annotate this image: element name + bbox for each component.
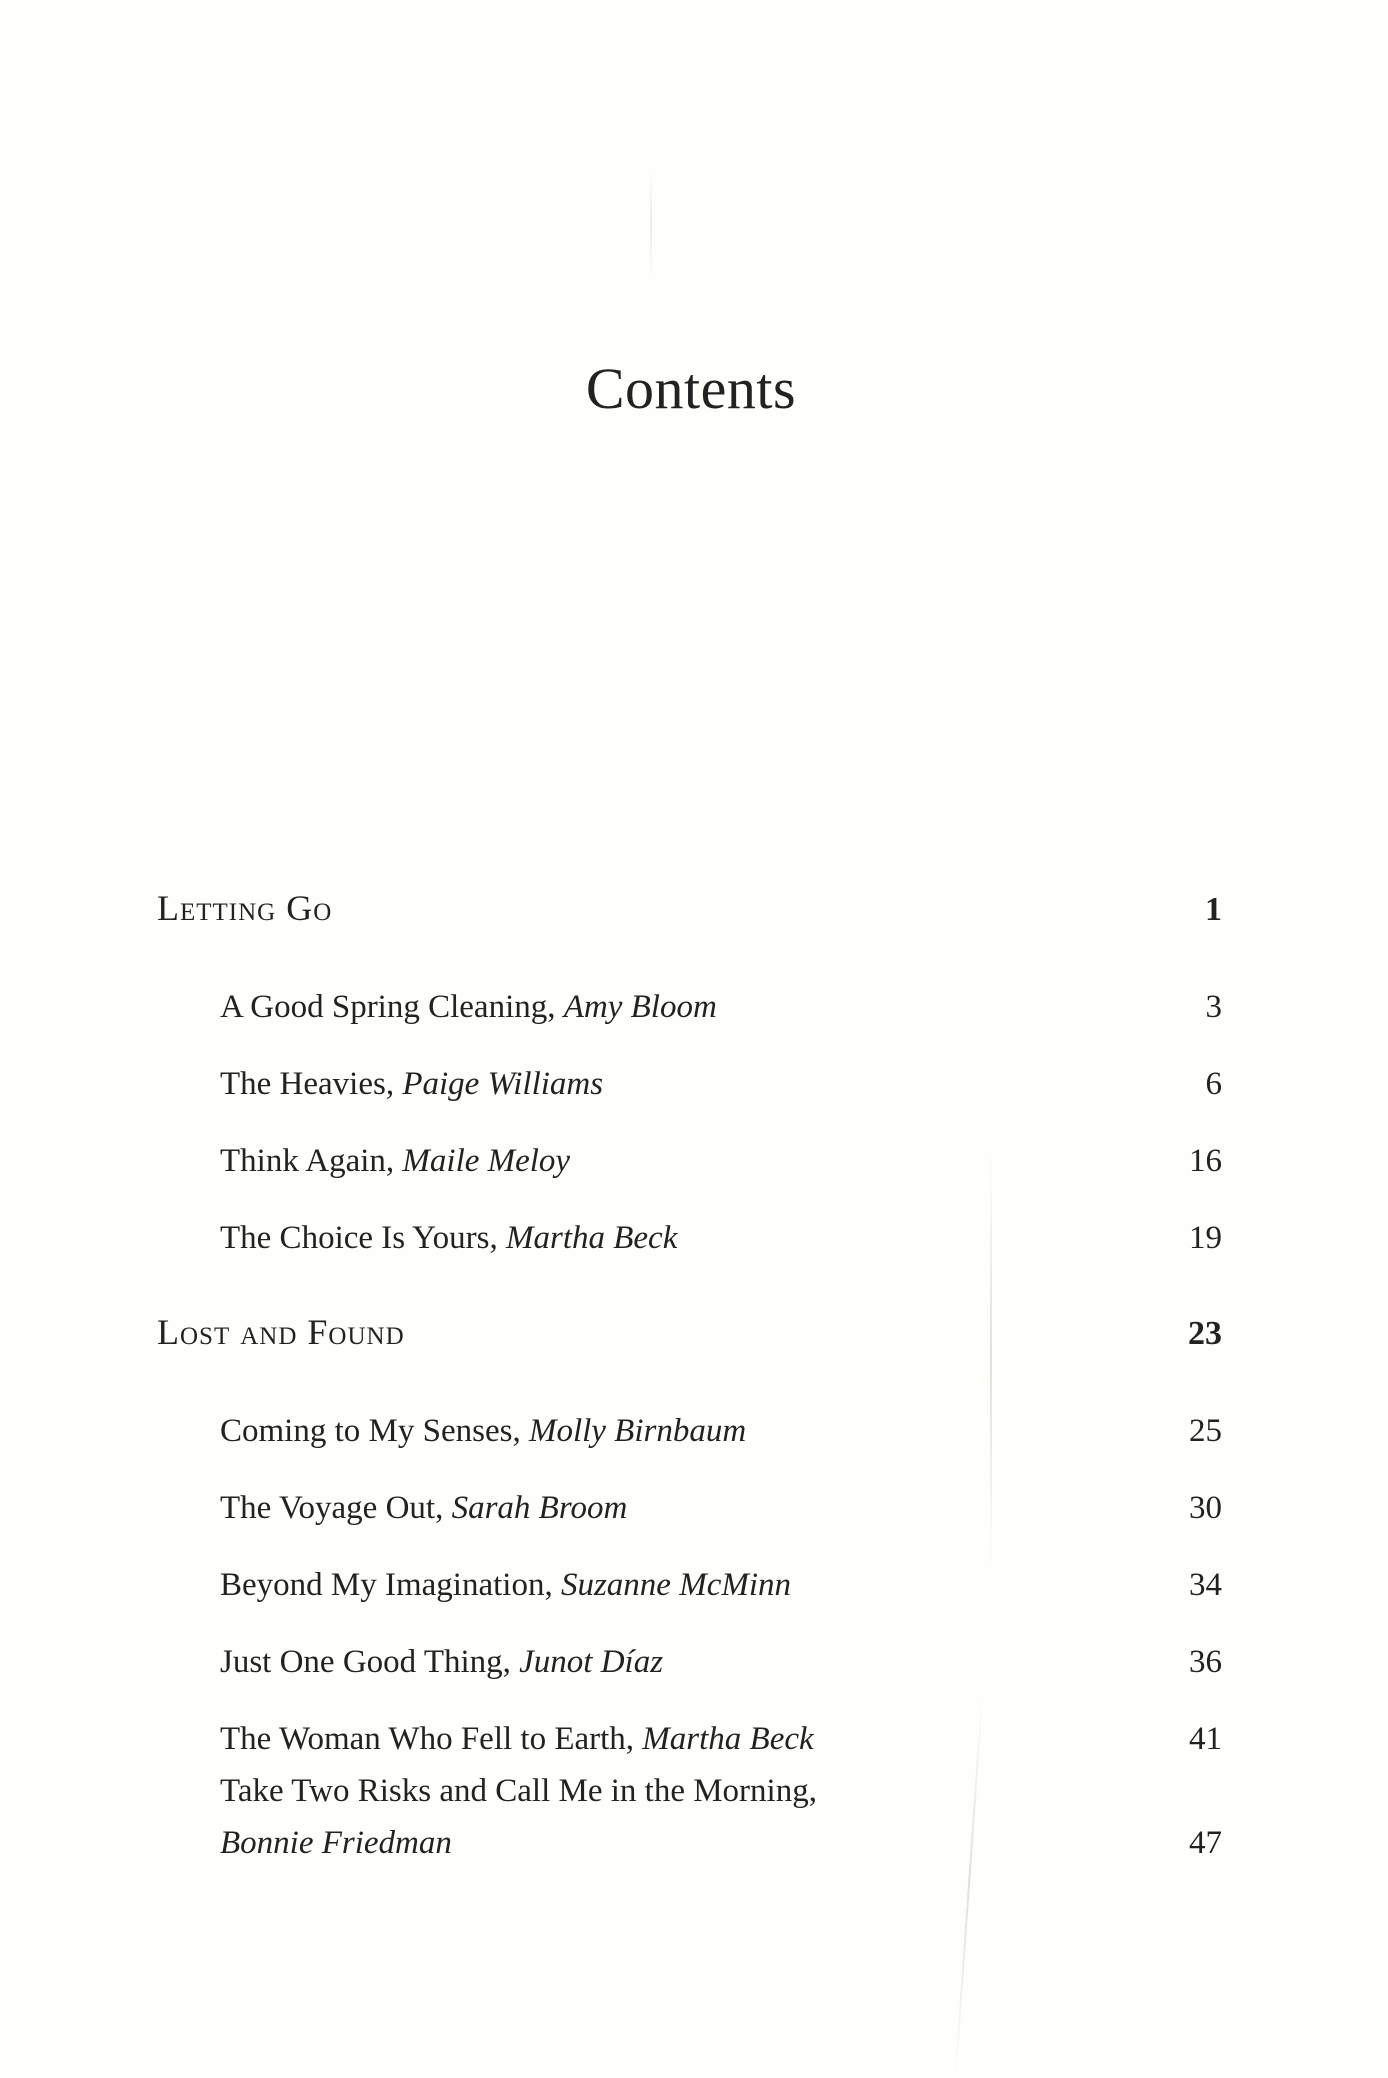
entry-title: Beyond My Imagination, <box>220 1567 553 1603</box>
entry-page-number: 47 <box>1189 1825 1222 1861</box>
section-page-number: 23 <box>1188 1315 1222 1352</box>
entry-text <box>220 1135 570 1187</box>
entry-author: Martha Beck <box>506 1220 678 1256</box>
entry-page-number: 25 <box>1189 1413 1222 1449</box>
entry-page-number: 19 <box>1189 1220 1222 1256</box>
entry-text <box>220 1765 817 1869</box>
entry-title: Just One Good Thing, <box>220 1644 511 1680</box>
entry-author: Martha Beck <box>642 1721 814 1757</box>
entry-author: Sarah Broom <box>451 1490 628 1526</box>
entry-author: Maile Meloy <box>402 1143 571 1179</box>
entry-text <box>220 1636 663 1688</box>
entry-text <box>220 1405 746 1457</box>
entry-title: A Good Spring Cleaning, <box>220 989 556 1025</box>
toc-entry[interactable] <box>157 1033 1222 1110</box>
toc-entry[interactable] <box>157 1534 1222 1611</box>
entry-title: The Heavies, <box>220 1066 395 1102</box>
toc-entry[interactable] <box>157 1110 1222 1187</box>
toc-entry[interactable] <box>157 1611 1222 1688</box>
page-title <box>0 355 1388 422</box>
toc-entry[interactable] <box>157 1765 1222 1869</box>
toc-entry[interactable] <box>157 1457 1222 1534</box>
entry-page-number: 6 <box>1205 1066 1222 1102</box>
section-page-number: 1 <box>1205 891 1222 928</box>
entry-title: Take Two Risks and Call Me in the Morning, <box>220 1773 817 1809</box>
entry-author: Junot Díaz <box>519 1644 664 1680</box>
entry-author: Suzanne McMinn <box>560 1567 792 1603</box>
entry-text <box>220 1559 791 1611</box>
toc-entry[interactable] <box>157 956 1222 1033</box>
entry-page-number: 34 <box>1189 1567 1222 1603</box>
toc-entry[interactable] <box>157 1688 1222 1765</box>
section-title: Letting Go <box>157 888 333 928</box>
entry-text <box>220 1058 603 1110</box>
entry-author: Amy Bloom <box>563 989 717 1025</box>
entry-text <box>220 1713 814 1765</box>
entry-page-number: 3 <box>1205 989 1222 1025</box>
entry-text <box>220 1482 627 1534</box>
entry-text <box>220 1212 677 1264</box>
page-title-text: Contents <box>585 356 797 421</box>
scan-crease-artifact <box>650 170 652 280</box>
toc-entry[interactable] <box>157 1187 1222 1264</box>
entry-text <box>220 981 717 1033</box>
entry-title: The Woman Who Fell to Earth, <box>220 1721 635 1757</box>
entry-title: The Voyage Out, <box>220 1490 444 1526</box>
entry-title: Coming to My Senses, <box>220 1413 521 1449</box>
toc-section-lost-and-found <box>157 1302 1222 1869</box>
entry-page-number: 30 <box>1189 1490 1222 1526</box>
toc-entry[interactable] <box>157 1380 1222 1457</box>
entry-title: Think Again, <box>220 1143 395 1179</box>
section-title: Lost and Found <box>157 1312 405 1352</box>
table-of-contents <box>157 878 1222 1907</box>
entry-author: Molly Birnbaum <box>528 1413 747 1449</box>
toc-section-letting-go <box>157 878 1222 1264</box>
entry-page-number: 41 <box>1189 1721 1222 1757</box>
entry-title: The Choice Is Yours, <box>220 1220 498 1256</box>
entry-page-number: 36 <box>1189 1644 1222 1680</box>
entry-page-number: 16 <box>1189 1143 1222 1179</box>
entry-author: Bonnie Friedman <box>220 1825 452 1861</box>
section-header[interactable] <box>157 878 1222 956</box>
entry-author: Paige Williams <box>402 1066 604 1102</box>
section-header[interactable] <box>157 1302 1222 1380</box>
